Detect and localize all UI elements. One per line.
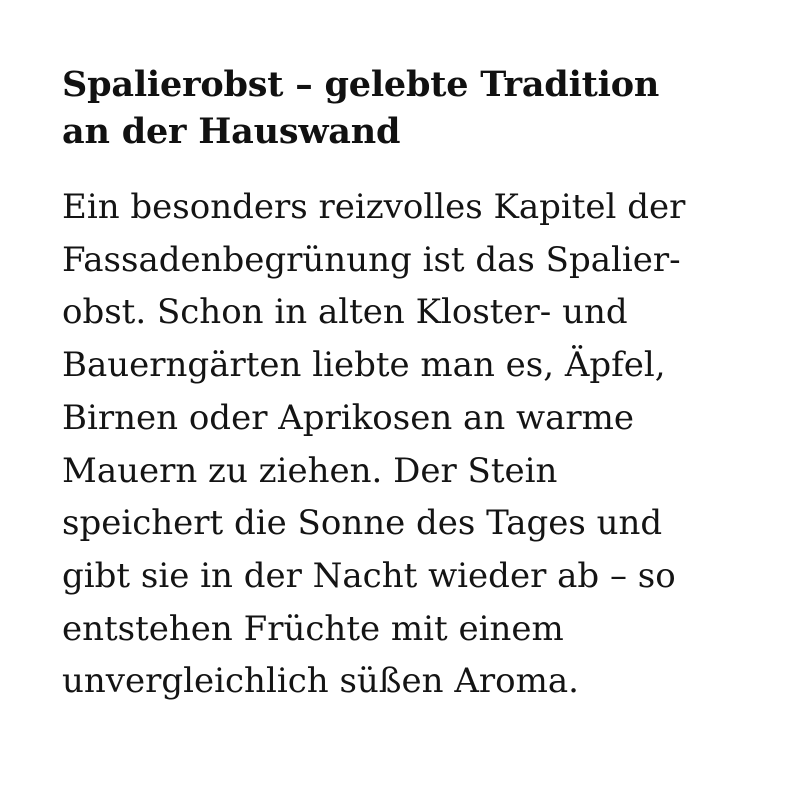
page-title: Spalierobst – gelebte Tradition an der Hauswand xyxy=(62,64,660,152)
article-paragraph: Ein besonders reizvolles Kapitel der Fassadenbegrünung ist das Spalierobst. Schon in alten Kloster- und Bauerngärten liebte man es, Äpfel, Birnen oder Aprikosen an warme Mauern zu ziehen. Der Stein speichert die Sonne des Tages und gibt sie in der Nacht wieder ab – so entstehen Früchte mit einem unvergleichlich süßen Aroma. xyxy=(62,187,686,702)
